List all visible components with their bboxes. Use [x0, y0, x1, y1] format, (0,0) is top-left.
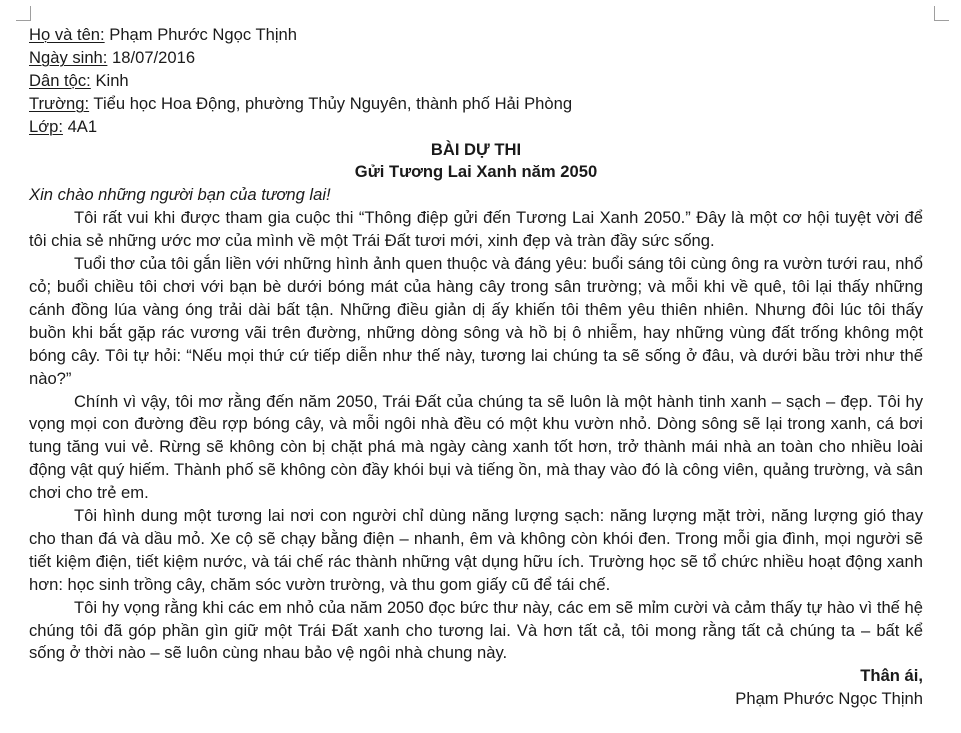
- paragraph: Chính vì vậy, tôi mơ rằng đến năm 2050, Trái Đất của chúng ta sẽ luôn là một hành tinh xanh – sạch – đẹp. Tôi hy vọng mọi con đường đều rợp bóng cây, và mỗi ngôi nhà đều có một khu vườn nhỏ. Dòng sông sẽ lại trong xanh, cá bơi tung tăng vui vẻ. Rừng sẽ không còn bị chặt phá mà ngày càng xanh tốt hơn, trở thành mái nhà an toàn cho nhiều loài động vật quý hiếm. Thành phố sẽ không còn đầy khói bụi và tiếng ồn, mà thay vào đó là công viên, quảng trường, và sân chơi cho trẻ em.: [29, 391, 923, 503]
- info-school-row: [29, 93, 923, 116]
- greeting: Xin chào những người bạn của tương lai!: [29, 185, 331, 205]
- document-title: BÀI DỰ THI: [430, 139, 522, 159]
- info-label: Trường:: [29, 93, 90, 113]
- signature: Phạm Phước Ngọc Thịnh: [735, 689, 923, 709]
- page-corner-mark-left: [16, 6, 31, 21]
- closing: Thân ái,: [860, 666, 923, 686]
- info-label: Họ và tên:: [29, 25, 105, 44]
- document-subtitle: Gửi Tương Lai Xanh năm 2050: [354, 162, 598, 182]
- info-name-row: [29, 24, 923, 47]
- info-class-row: [29, 116, 923, 139]
- paragraph: Tôi hy vọng rằng khi các em nhỏ của năm 2050 đọc bức thư này, các em sẽ mỉm cười và cảm thấy tự hào vì thế hệ chúng tôi đã góp phần gìn giữ một Trái Đất xanh cho tương lai. Và hơn tất cả, tôi mong rằng tất cả chúng ta – bất kể sống ở thời nào – sẽ luôn cùng nhau bảo vệ ngôi nhà chung này.: [29, 597, 923, 663]
- info-value: Phạm Phước Ngọc Thịnh: [109, 25, 297, 44]
- info-value: 18/07/2016: [112, 47, 196, 67]
- page-corner-mark-right: [934, 6, 949, 21]
- info-value: 4A1: [67, 116, 98, 136]
- paragraph: Tôi hình dung một tương lai nơi con người chỉ dùng năng lượng sạch: năng lượng mặt trời, năng lượng gió thay cho than đá và dầu mỏ. Xe cộ sẽ chạy bằng điện – nhanh, êm và không còn khói đen. Trong mỗi gia đình, mọi người sẽ tiết kiệm điện, tiết kiệm nước, và tái chế rác thành những vật dụng hữu ích. Trường học sẽ tổ chức nhiều hoạt động xanh hơn: học sinh trồng cây, chăm sóc vườn trường, và thu gom giấy cũ để tái chế.: [29, 506, 923, 594]
- info-value: Kinh: [95, 70, 129, 90]
- info-value: Tiểu học Hoa Động, phường Thủy Nguyên, thành phố Hải Phòng: [93, 93, 573, 113]
- paragraph: Tôi rất vui khi được tham gia cuộc thi “Thông điệp gửi đến Tương Lai Xanh 2050.” Đây là một cơ hội tuyệt vời để tôi chia sẻ những ước mơ của mình về một Trái Đất tươi mới, xinh đẹp và tràn đầy sức sống.: [29, 208, 923, 251]
- info-label: Ngày sinh:: [29, 47, 108, 67]
- info-ethnicity-row: [29, 70, 923, 93]
- document-page: [29, 24, 923, 711]
- info-label: Dân tộc:: [29, 70, 91, 90]
- info-label: Lớp:: [29, 116, 63, 136]
- paragraph: Tuổi thơ của tôi gắn liền với những hình ảnh quen thuộc và đáng yêu: buổi sáng tôi cùng ông ra vườn tưới rau, nhổ cỏ; buổi chiều tôi chơi với bạn bè dưới bóng mát của hàng cây trong sân trường; và mỗi khi về quê, tôi lại thấy những cánh đồng lúa vàng óng trải dài bất tận. Những điều giản dị ấy khiến tôi thêm yêu thiên nhiên. Nhưng đôi lúc tôi thấy buồn khi bắt gặp rác vương vãi trên đường, những dòng sông và hồ bị ô nhiễm, hay những vùng đất trống không một bóng cây. Tôi tự hỏi: “Nếu mọi thứ cứ tiếp diễn như thế này, tương lai chúng ta sẽ sống ở đâu, và dưới bầu trời như thế nào?”: [29, 254, 923, 388]
- info-birthdate-row: [29, 47, 923, 70]
